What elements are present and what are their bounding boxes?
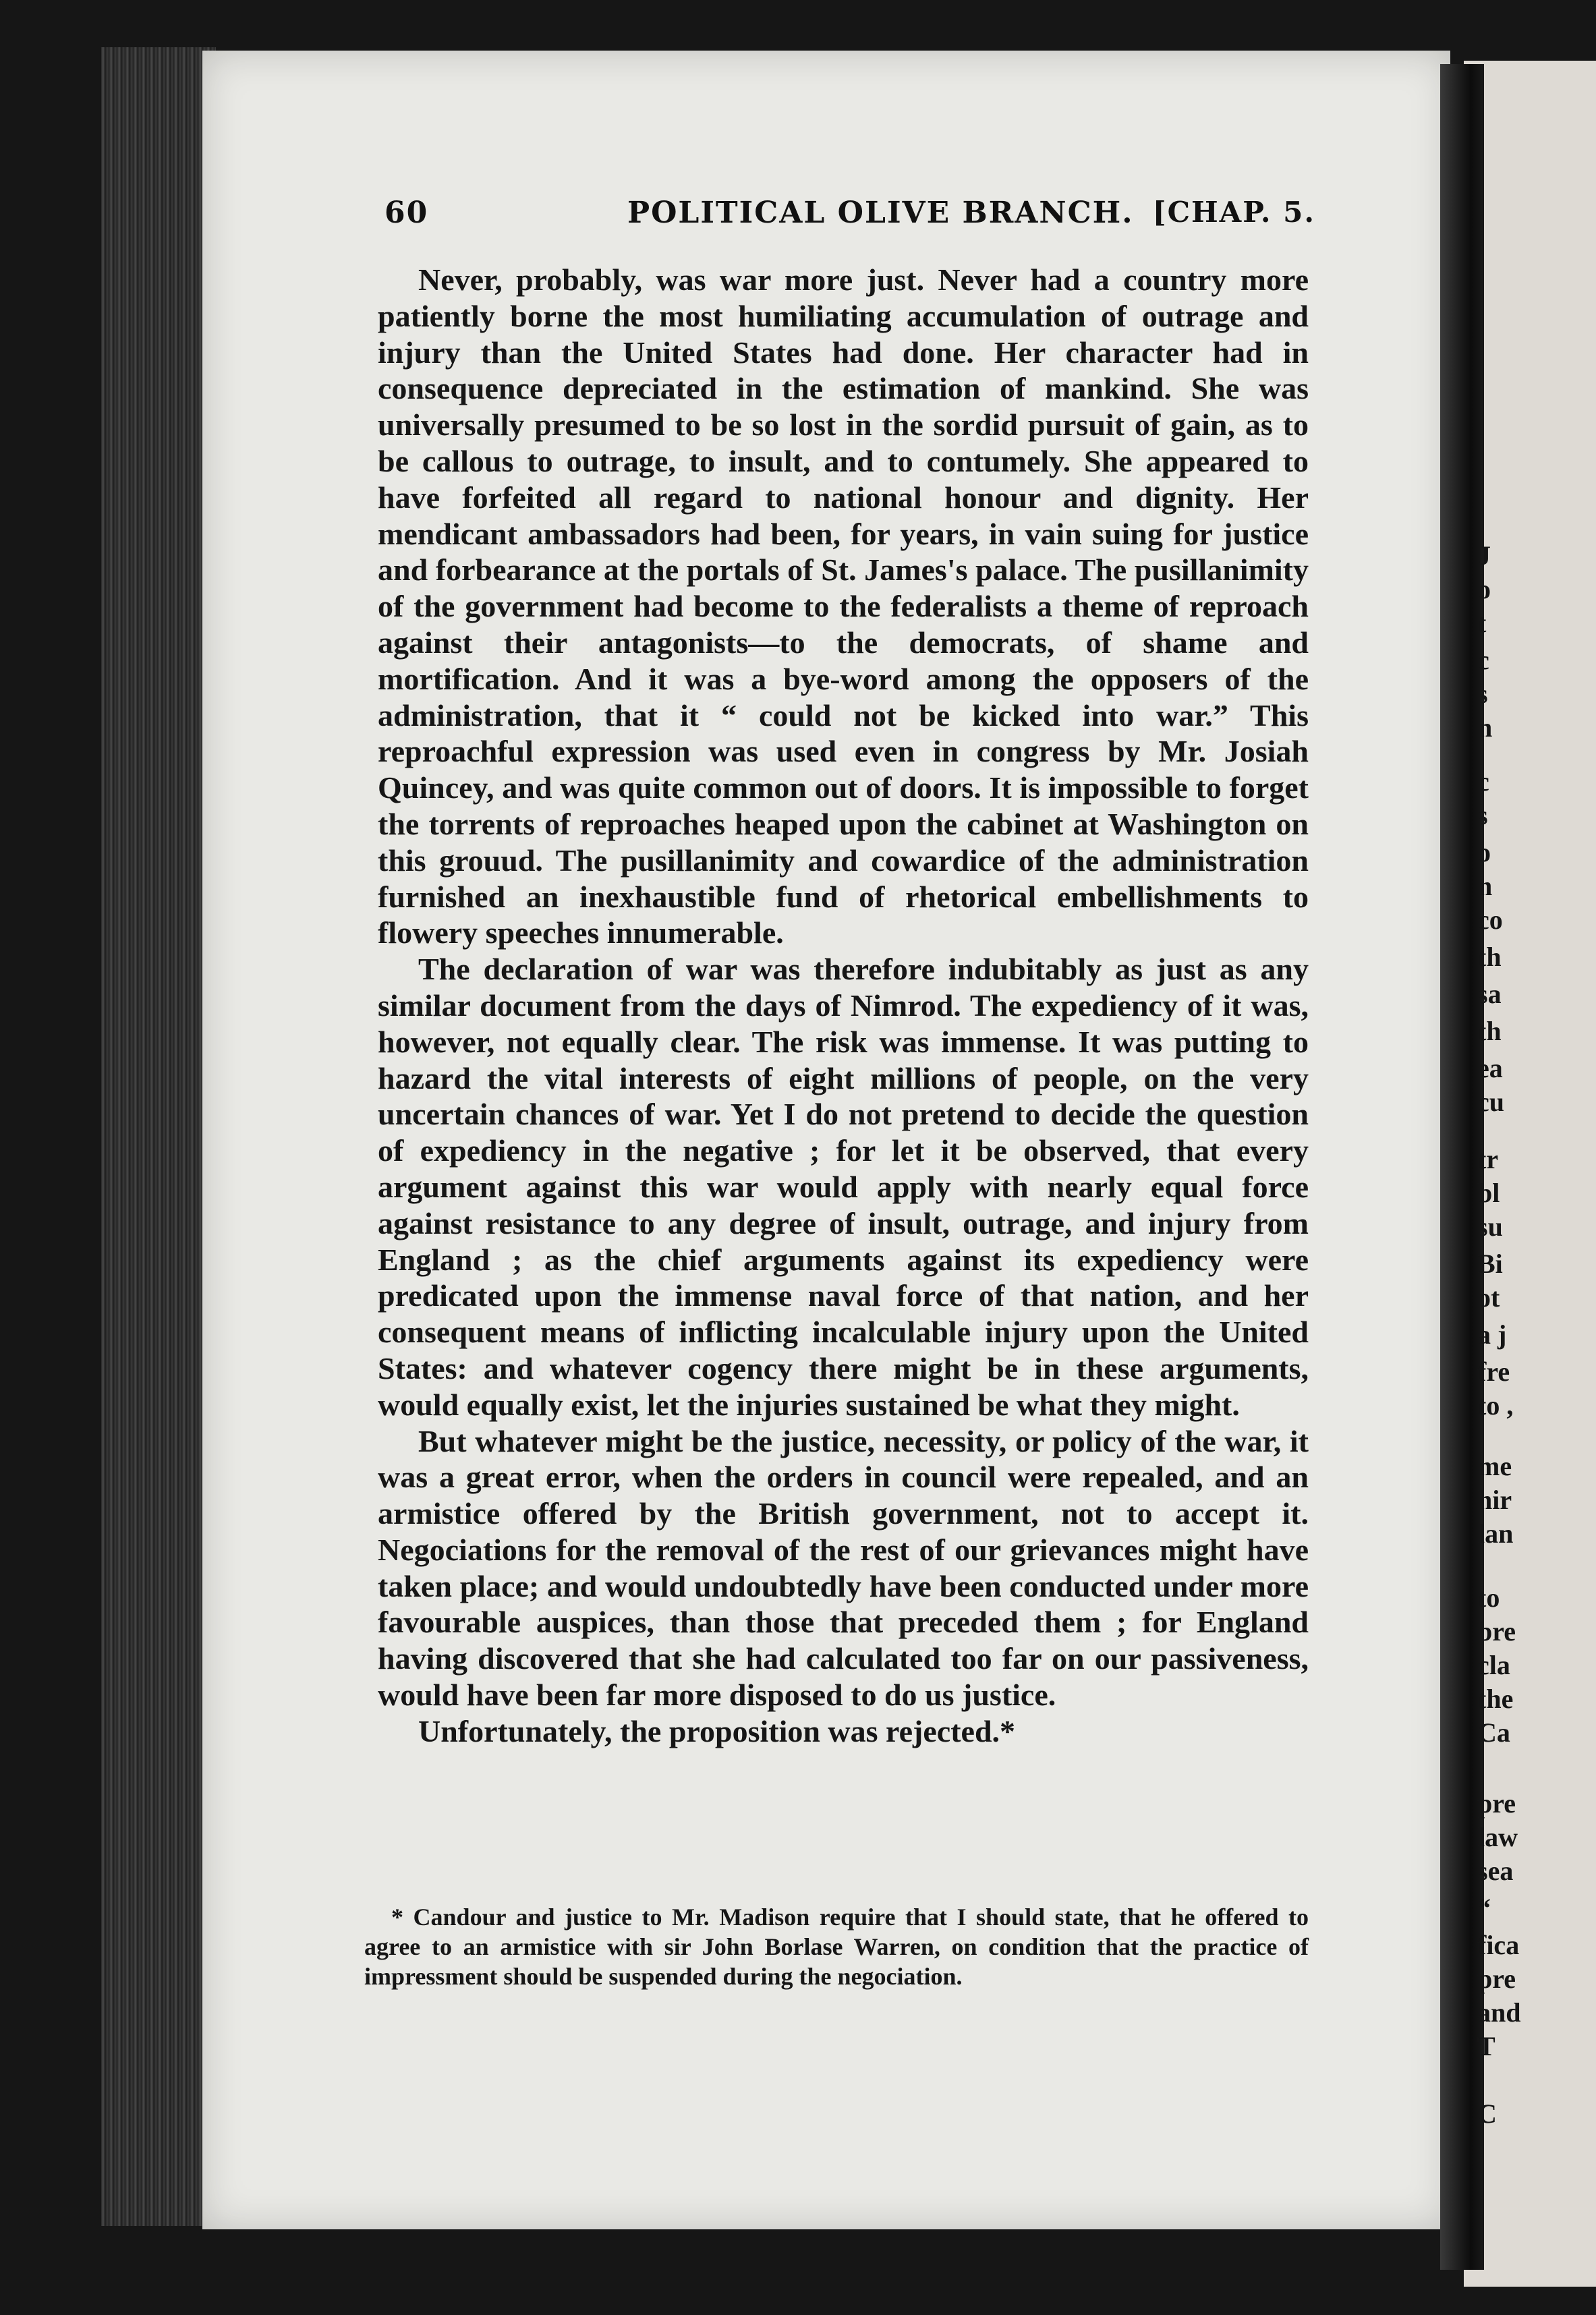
- facing-page-fragment: sea: [1477, 1856, 1514, 1886]
- facing-page-fragment: law: [1477, 1822, 1518, 1852]
- paragraph: But whatever might be the justice, necessity, or policy of the war, it was a great error, when the orders in council were repealed, and an armistice offered by the British government, not to accept it. Negociations for the removal of the rest of our grievances might have taken place; and would undoubtedly have been conducted under more favourable auspices, than those that preceded them ; for England having discovered that she had calculated too far on our passiveness, would have been far more disposed to do us justice.: [378, 1423, 1309, 1713]
- page-number: 60: [384, 196, 429, 230]
- chapter-label: [CHAP. 5.: [1152, 196, 1315, 229]
- facing-page-fragment: ea: [1477, 1053, 1503, 1083]
- paragraph: Unfortunately, the proposition was rejected.*: [418, 1713, 1016, 1748]
- facing-page-fragment: fica: [1477, 1930, 1520, 1960]
- facing-page-fragment: fre: [1477, 1356, 1510, 1387]
- facing-page-fragment: s: [1477, 679, 1488, 709]
- facing-page-fragment: pre: [1477, 1964, 1516, 1994]
- facing-page-fragment: to ,: [1477, 1390, 1514, 1421]
- facing-page-fragment: bl: [1477, 1178, 1500, 1208]
- facing-page-fragment: cla: [1477, 1650, 1510, 1680]
- paragraph: Never, probably, was war more just. Never had a country more patiently borne the most humiliating accumulation of outrage and injury than the United States had done. Her character had in consequence depreciated in the estimation of mankind. She was universally presumed to be so lost in the sordid pursuit of gain, as to be callous to outrage, to insult, and to contumely. She appeared to have forfeited all regard to national honour and dignity. Her mendicant ambassadors had been, for years, in vain suing for justice and forbearance at the portals of St. James's palace. The pusillanimity of the government had become to the federalists a theme of reproach against their antagonists—to the democrats, of shame and mortification. And it was a bye-word among the opposers of the administration, that it “ could not be kicked into war.” This reproachful expression was used even in congress by Mr. Josiah Quincey, and was quite common out of doors. It is impossible to forget the torrents of reproaches heaped upon the cabinet at Washington on this grouud. The pusillanimity and cowardice of the administration furnished an inexhaustible fund of rhetorical embellishments to flowery speeches innumerable.: [378, 262, 1309, 950]
- facing-page-fragment: to: [1477, 1582, 1500, 1613]
- facing-page-fragment: n: [1477, 712, 1493, 743]
- running-title: POLITICAL OLIVE BRANCH.: [627, 196, 1134, 230]
- facing-page-fragment: “: [1477, 1893, 1491, 1923]
- facing-page-fragment: c: [1477, 766, 1489, 797]
- facing-page-fragment: T: [1477, 2031, 1495, 2061]
- facing-page-fragment: c: [1477, 645, 1489, 675]
- facing-page-fragment: th: [1477, 942, 1502, 972]
- facing-page-fragment: o: [1477, 837, 1491, 867]
- body-text: [378, 262, 1309, 1750]
- facing-page-fragment: me: [1477, 1451, 1512, 1481]
- facing-page-fragment: J: [1477, 540, 1491, 571]
- facing-page-fragment: the: [1477, 1684, 1514, 1714]
- book-page-edges: [101, 47, 216, 2226]
- facing-page-fragment: o: [1477, 574, 1491, 604]
- facing-page-fragment: a j: [1477, 1319, 1507, 1350]
- facing-page-fragment: th: [1477, 1016, 1502, 1046]
- paragraph: The declaration of war was therefore indubitably as just as any similar document from the days of Nimrod. The expediency of it was, however, not equally clear. The risk was immense. It was putting to hazard the vital interests of eight millions of people, on the very uncertain chances of war. Yet I do not pretend to decide the question of expediency in the negative ; for let it be observed, that every argument against this war would apply with nearly equal force against resistance to any degree of insult, outrage, and injury from England ; as the chief arguments against its expediency were predicated upon the immense naval force of that nation, and her consequent means of inflicting incalculable injury upon the United States: and whatever cogency there might be in these arguments, would equally exist, let the injuries sustained be what they might.: [378, 952, 1309, 1422]
- facing-page-fragment: and: [1477, 1997, 1521, 2028]
- facing-page-fragment: n: [1477, 871, 1493, 901]
- facing-page-fragment: sa: [1477, 979, 1502, 1009]
- facing-page-fragment: Ca: [1477, 1717, 1510, 1748]
- facing-page-fragment: Bi: [1477, 1249, 1503, 1279]
- facing-page-fragment: t: [1477, 608, 1487, 638]
- footnote: [364, 1902, 1309, 1991]
- footnote-text: * Candour and justice to Mr. Madison require that I should state, that he offered to agree to an armistice with sir John Borlase Warren, on condition that the practice of impressment should be suspended during the negociation.: [364, 1904, 1309, 1990]
- facing-page-fragment: s: [1477, 800, 1488, 830]
- running-header: [384, 196, 1315, 250]
- facing-page-fragment: lan: [1477, 1518, 1514, 1549]
- facing-page-fragment: pre: [1477, 1788, 1516, 1819]
- facing-page-fragment: C: [1477, 2098, 1497, 2129]
- facing-page-fragment: hir: [1477, 1485, 1512, 1515]
- facing-page-fragment: bre: [1477, 1616, 1516, 1647]
- facing-page-fragment: co: [1477, 905, 1503, 935]
- facing-page-fragment: cu: [1477, 1087, 1504, 1117]
- facing-page-fragment: su: [1477, 1211, 1503, 1242]
- facing-page-fragment: tr: [1477, 1144, 1499, 1174]
- facing-page-fragment: ot: [1477, 1282, 1500, 1313]
